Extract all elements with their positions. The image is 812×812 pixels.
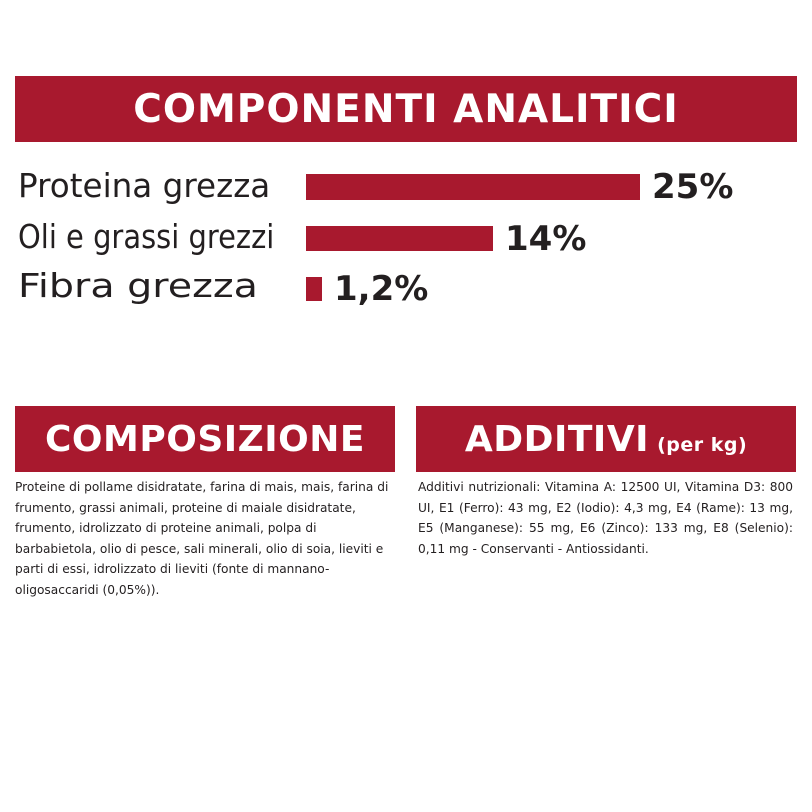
composition-title: COMPOSIZIONE xyxy=(45,418,365,460)
analytic-components-header xyxy=(15,76,797,142)
nutrient-value: 14% xyxy=(505,218,587,259)
nutrient-label: Oli e grassi grezzi xyxy=(18,217,275,256)
nutrient-label: Proteina grezza xyxy=(18,166,271,205)
additives-title: ADDITIVI xyxy=(464,418,650,460)
composition-header xyxy=(15,406,395,472)
nutrient-bar xyxy=(306,277,322,301)
analytic-components-title: COMPONENTI ANALITICI xyxy=(133,86,679,132)
nutrient-value: 25% xyxy=(652,167,734,207)
nutrient-label: Fibra grezza xyxy=(18,266,258,305)
composition-text: Proteine di pollame disidratate, farina di mais, mais, farina di frumento, grassi animali, proteine di maiale disidratate, frumento, idrolizzato di proteine animali, polpa di barbabietola, olio di pesce, sali minerali, olio di soia, lieviti e parti di essi, idrolizzato di lieviti (fonte di mannano-oligosaccaridi (0,05%)). xyxy=(15,480,389,597)
nutrient-value: 1,2% xyxy=(334,269,429,309)
additives-header xyxy=(416,406,796,472)
nutrient-bar xyxy=(306,174,640,200)
nutrient-bar xyxy=(306,226,493,251)
additives-text: Additivi nutrizionali: Vitamina A: 12500 UI, Vitamina D3: 800 UI, E1 (Ferro): 43 mg, E2 (Iodio): 4,3 mg, E4 (Rame): 13 mg, E5 (Manganese): 55 mg, E6 (Zinco): 133 mg, E8 (Selenio): 0,11 mg - Conservanti - Antiossidanti. xyxy=(418,480,793,556)
additives-title-suffix: (per kg) xyxy=(657,434,748,456)
